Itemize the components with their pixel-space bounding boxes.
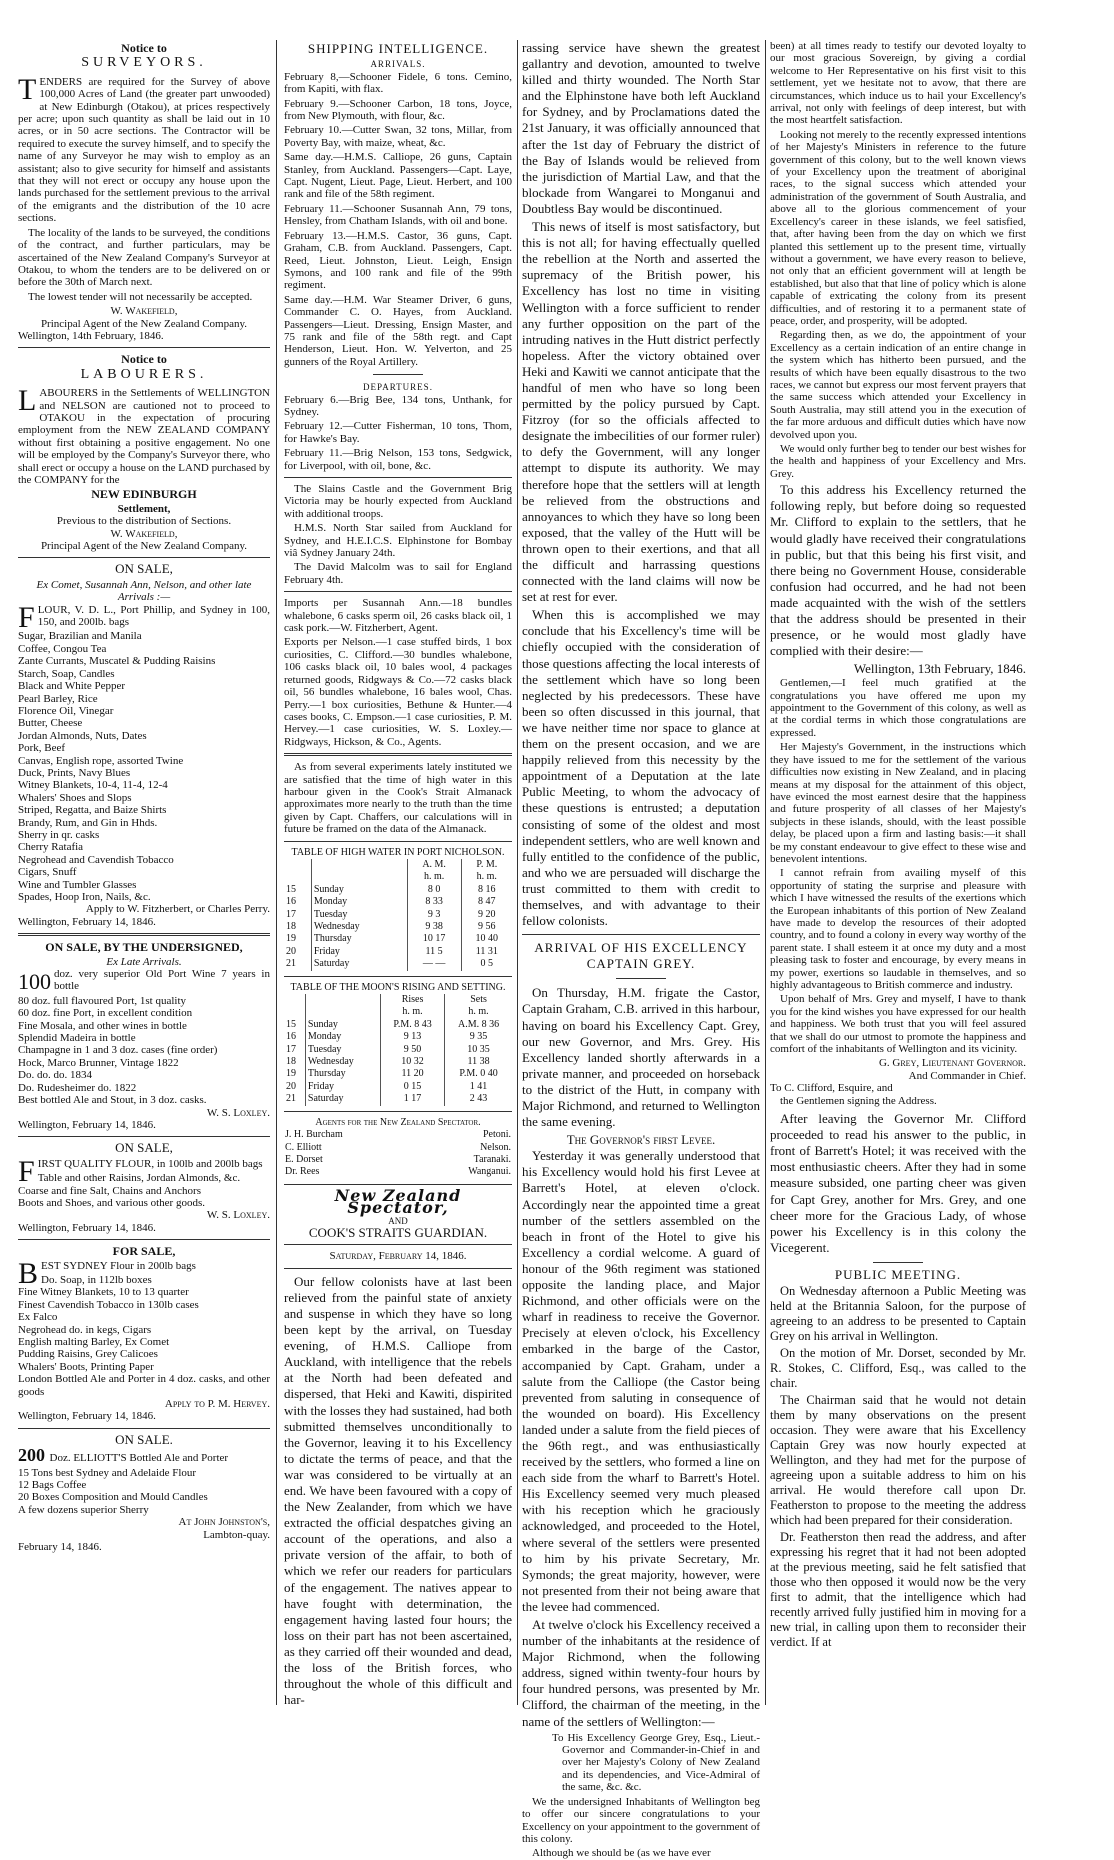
list-item: Negrohead do. in kegs, Cigars <box>18 1323 152 1336</box>
table-cell: 9 56 <box>461 921 512 933</box>
quantity-number: 200 <box>18 1445 50 1466</box>
table-cell: 10 40 <box>461 933 512 945</box>
table-cell: E. Dorset <box>285 1153 323 1165</box>
divider <box>284 976 512 977</box>
list-item: Negrohead and Cavendish Tobacco <box>18 853 174 866</box>
table-cell: Tuesday <box>305 1044 380 1056</box>
divider <box>616 978 666 979</box>
table-cell: 16 <box>286 896 296 908</box>
table-cell: Taranaki. <box>473 1153 511 1165</box>
table-cell: 16 <box>286 1031 296 1043</box>
divider <box>18 557 270 558</box>
ad-title: ON SALE, BY THE UNDERSIGNED, <box>45 940 243 955</box>
list-item: 15 Tons best Sydney and Adelaide Flour <box>18 1466 197 1479</box>
table-cell: 8 0 <box>407 884 461 896</box>
paragraph: Looking not merely to the recently expressed intentions of her Majesty's Ministers in reference to the future government of this colony, but to the well known views of your Excellency upon the treatment of aboriginal races, to the signal success which attended your administration of the government of South Australia, and above all to the glorious commencement of your Excellency's career in these islands, we feel satisfied, that, after having been from the day on which we first planted this settlement up to the present time, virtually without a government, we have every reason to believe, not only that an efficient government will at length be established, but also that that line of policy which is alone capable of extricating the colony from its present difficulties, and of restoring it to a permanent state of peace, order, and prosperity, will be adopted. <box>770 128 1026 327</box>
list-item: Witney Blankets, 10-4, 11-4, 12-4 <box>18 779 168 792</box>
dateline: February 14, 1846. <box>18 1541 102 1554</box>
paragraph: On the motion of Mr. Dorset, seconded by Mr. R. Stokes, C. Clifford, Esq., was called to the chair. <box>770 1346 1026 1391</box>
list-item: Champagne in 1 and 3 doz. cases (fine order) <box>18 1044 218 1057</box>
table-cell: P.M. 0 40 <box>445 1068 512 1080</box>
paragraph: FLOUR, V. D. L., Port Phillip, and Sydney in 100, 150, and 200lb. bags <box>18 600 270 634</box>
subheading: NEW EDINBURGH <box>91 487 197 502</box>
table-cell: Thursday <box>311 933 407 945</box>
table-cell: 15 <box>286 1018 296 1030</box>
list-item: Finest Cavendish Tobacco in 130lb cases <box>18 1298 199 1311</box>
table-cell <box>305 994 380 1006</box>
paragraph: After leaving the Governor Mr. Clifford proceeded to read his answer to the public, in front of Barrett's Hotel; it was received with the most enthusiastic cheers. After they had in some measure subsided, one parting cheer was given for Capt Grey, another for Mrs. Grey, and one cheer more for the Gracious Lady, of whose power his Excellency is in this colony the Vicegerent. <box>770 1111 1026 1255</box>
paragraph: BEST SYDNEY Flour in 200lb bags <box>18 1256 196 1290</box>
ad-title: ON SALE. <box>115 1431 173 1447</box>
table-row <box>284 958 512 970</box>
table-cell: Saturday <box>311 958 407 970</box>
signature: At John Johnston's, <box>178 1516 270 1529</box>
table-cell: 21 <box>286 958 296 970</box>
list-item: Butter, Cheese <box>18 717 83 730</box>
text-line: Previous to the distribution of Sections. <box>56 515 232 528</box>
paragraph: I cannot refrain from availing myself of this opportunity of stating the surprise and pleasure with which I have witnessed the results of the exertions which the European inhabitants of this portion of New Zealand have made to develop the resources of their adopted country, and to found a colony in every way worthy of the parent state. I shall esteem it at once my duty and a most pleasing task to foster and encourage, by every means in my power, exertions so laudable in themselves, and so highly advantageous to British commerce and industry. <box>770 867 1026 991</box>
list-item: Black and White Pepper <box>18 680 126 693</box>
table-cell: 9 38 <box>407 921 461 933</box>
table-cell: 19 <box>286 933 296 945</box>
shipping-notes <box>284 483 512 586</box>
paragraph: TENDERS are required for the Survey of above 100,000 Acres of Land (the greater part unwooded) at New Edinburgh (Otakou), at prices respectively per acre; upon such quantity as shall be laid out in 10 acres, or in 50 acre sections. The Contractor will be required to execute the survey himself, and to specify the name of any Surveyor he may wish to employ as an assistant; also to give security for himself and assistants that they will not erect or occupy any house upon the lands purchased for the settlement previous to the arrival of the emigrants and the distribution of the 10 acre sections. <box>18 72 270 225</box>
list-item: Coarse and fine Salt, Chains and Anchors <box>18 1184 201 1197</box>
list-item: Do. do. do. 1834 <box>18 1069 92 1082</box>
newspaper-page <box>10 10 1104 1860</box>
signature-title: And Commander in Chief. <box>908 1069 1026 1082</box>
drop-cap: T <box>18 72 37 106</box>
table-row <box>284 1081 512 1093</box>
table-cell: P.M. 8 43 <box>381 1019 445 1031</box>
moon-table <box>284 994 512 1106</box>
list-item: London Bottled Ale and Porter in 4 doz. casks, and other goods <box>18 1373 270 1398</box>
divider <box>284 1184 512 1185</box>
list-item: Table and other Raisins, Jordan Almonds, &c. <box>37 1172 241 1185</box>
list-item: Fine Mosala, and other wines in bottle <box>18 1019 187 1032</box>
list-item: Coffee, Congou Tea <box>18 642 107 655</box>
list-item: A few dozens superior Sherry <box>18 1503 149 1516</box>
list-item: Hock, Marco Brunner, Vintage 1822 <box>18 1056 179 1069</box>
list-item: Jordan Almonds, Nuts, Dates <box>18 729 147 742</box>
table-cell <box>311 859 407 871</box>
table-cell: 0 5 <box>461 958 512 970</box>
list-item: Duck, Prints, Navy Blues <box>18 766 131 779</box>
paragraph: LABOURERS in the Settlements of WELLINGTON and NELSON are cautioned not to proceed to OTAKOU in the expectation of procuring employment from the NEW ZEALAND COMPANY without first obtaining a positive engagement. No one will be employed by the Company's Surveyor there, who shall erect or occupy a house on the LAND purchased by the COMPANY for the <box>18 384 270 486</box>
addressee: To C. Clifford, Esquire, and <box>770 1082 893 1095</box>
signature-title: Principal Agent of the New Zealand Company. <box>40 540 248 553</box>
table-cell: Sunday <box>311 884 407 896</box>
ad-title: ON SALE, <box>115 1140 173 1156</box>
shipping-entry: February 11.—Brig Nelson, 153 tons, Sedgwick, for Liverpool, with oil, bone, &c. <box>284 447 512 472</box>
table-cell: 8 16 <box>461 884 512 896</box>
subsection-title: ARRIVALS. <box>370 59 426 70</box>
paragraph: 100 doz. very superior Old Port Wine 7 years in bottle <box>18 968 270 995</box>
paragraph: On Thursday, H.M. frigate the Castor, Captain Graham, C.B. arrived in this harbour, having on board his Excellency Capt. Grey, our new Governor, and Mrs. Grey. His Excellency landed shortly afterwards in a private manner, and proceeded on horseback to the district of the Hutt, in company with Major Richmond, and returned to Wellington the same evening. <box>522 985 760 1130</box>
apply-line: Apply to W. Fitzherbert, or Charles Perry. <box>85 903 270 916</box>
table-cell: 2 43 <box>445 1093 512 1105</box>
paragraph: When this is accomplished we may conclude that his Excellency's time will be chiefly occupied with the consideration of those questions affecting the local interests of the settlement which have so long been neglected by his predecessors. These have been so often discussed in this journal, that we have neither time nor space to glance at them on the present occasion, and we are happily relieved from this necessity by the appointment of a Deputation at the late Public Meeting, to whom the advocacy of these questions is entrusted; a deputation consisting of some of the oldest and most independent settlers, who are well known and fully entitled to the confidence of the public, and who we are persuaded will discharge the trust committed to them with credit to themselves, and with advantage to their fellow colonists. <box>522 607 760 929</box>
table-header-row <box>284 994 512 1006</box>
paragraph: Upon behalf of Mrs. Grey and myself, I have to thank you for the kind wishes you have expressed for our health and happiness. We both trust that you will feel assured that we shall do our utmost to promote the happiness and comfort of the inhabitants of Wellington and its vicinity. <box>770 993 1026 1056</box>
list-item: Starch, Soap, Candles <box>18 667 115 680</box>
table-cell: Tuesday <box>311 909 407 921</box>
table-cell: Friday <box>311 946 407 958</box>
table-cell: h. m. <box>445 1006 512 1018</box>
shipping-entry: February 10.—Cutter Swan, 32 tons, Millar, from Poverty Bay, with maize, wheat, &c. <box>284 124 512 149</box>
notice-heading: LABOURERS. <box>80 366 208 382</box>
divider <box>18 347 270 348</box>
item-list <box>18 1467 270 1517</box>
table-cell: 9 50 <box>381 1044 445 1056</box>
divider <box>18 933 270 936</box>
subsection-title: DEPARTURES. <box>363 382 433 393</box>
table-cell <box>284 859 311 871</box>
shipping-entry: February 8,—Schooner Fidele, 6 tons. Cemino, from Kapiti, with flax. <box>284 70 512 96</box>
list-item: 60 doz. fine Port, in excellent condition <box>18 1007 193 1020</box>
table-row <box>284 1068 512 1080</box>
divider <box>284 591 512 592</box>
table-cell: h. m. <box>381 1006 445 1018</box>
shipping-entry: Same day.—H.M.S. Calliope, 26 guns, Captain Stanley, from Auckland. Passengers—Capt. Laye, Capt. Nugent, Lieut. Page, Lieut. Herbert, and 100 rank and file of the 58th regiment. <box>284 151 512 201</box>
ad-title: FOR SALE, <box>112 1244 176 1259</box>
paragraph: The locality of the lands to be surveyed, the conditions of the contract, and further particulars, may be ascertained of the New Zealand Company's Surveyor at Otakou, to whom the tenders are to be delivered on or before the 30th of March next. <box>18 226 270 289</box>
ad-subtitle: Ex Comet, Susannah Ann, Nelson, and other late Arrivals :— <box>36 578 252 604</box>
table-cell: 8 47 <box>461 896 512 908</box>
ad-subtitle: Ex Late Arrivals. <box>106 955 182 968</box>
table-cell: 11 5 <box>407 946 461 958</box>
paragraph: Regarding then, as we do, the appointment of your Excellency as a certain indication of an entire change in the system which has hitherto been pursued, and the results of which have been equally disastrous to the two races, we cannot but express our most fervent prayers that the same success which attended your Excellency in South Australia, may still attend you in the execution of the far more arduous and difficult duties which have now devolved upon you. <box>770 329 1026 441</box>
column-3 <box>522 40 760 1860</box>
table-row <box>284 933 512 945</box>
table-header-row <box>284 1006 512 1018</box>
list-item: Wine and Tumbler Glasses <box>18 878 137 891</box>
list-item: Striped, Regatta, and Baize Shirts <box>18 804 167 817</box>
drop-cap: B <box>18 1256 39 1290</box>
table-cell: 9 13 <box>381 1031 445 1043</box>
divider <box>873 1262 923 1263</box>
signature: W. Wakefield, <box>110 305 178 318</box>
table-row <box>284 1093 512 1105</box>
table-cell: 20 <box>286 945 296 957</box>
list-item: Pudding Raisins, Grey Calicoes <box>18 1348 158 1361</box>
paragraph: 200 Doz. ELLIOTT'S Bottled Ale and Porter <box>18 1445 229 1466</box>
paragraph: Her Majesty's Government, in the instructions which they have issued to me for the settlement of the various difficulties now existing in New Zealand, and in placing means at my disposal for the attainment of this object, have evinced the most earnest desire that the happiness and future prosperity of all classes of her Majesty's subjects in these islands, should, with the least possible delay, be placed upon a firm and lasting basis:—it shall be my constant endeavour to give effect to these wise and benevolent intentions. <box>770 741 1026 865</box>
dateline: Wellington, February 14, 1846. <box>18 1118 156 1131</box>
dateline: Wellington, 13th February, 1846. <box>853 661 1026 677</box>
table-cell: Sets <box>445 994 512 1006</box>
section-title: ARRIVAL OF HIS EXCELLENCY CAPTAIN GREY. <box>534 940 748 972</box>
paragraph: Yesterday it was generally understood that his Excellency would hold his first Levee at Barrett's Hotel, at eleven o'clock. Accordingly near the appointed time a great number of the settlers assembled on the beach in front of the Hotel to give his Excellency a cordial welcome. A guard of honour of the 96th regiment was stationed opposite the landing place, and Major Richmond, and other officials were on the wharf in readiness to receive the Governor. Precisely at eleven o'clock, his Excellency embarked in the barge of the Castor, accompanied by Capt. Graham, under a salute from the Calliope (the Castor being prevented from saluting in consequence of the wounded on board). His Excellency landed under a salute from the field pieces of the 96th regt., and was enthusiastically received by the settlers, who formed a line on each side from the wharf to Barrett's Hotel. His Excellency seemed very much pleased with his reception which he graciously acknowledged, and proceeded to the Hotel, where several of the settlers were presented to him by his private Secretary, Mr. Symonds; the great majority, however, were not presented from their not being aware that the levee had commenced. <box>522 1148 760 1614</box>
shipping-entry: February 13.—H.M.S. Castor, 36 guns, Capt. Graham, C.B. from Auckland. Passengers, Capt. Reed, Lieut. Johnston, Lieut. Leigh, Ensign Symons, and 100 rank and file of the 99th regiment. <box>284 229 512 292</box>
dateline: Wellington, February 14, 1846. <box>18 1221 156 1234</box>
drop-cap: L <box>18 384 37 418</box>
list-item: Splendid Madeira in bottle <box>18 1032 136 1045</box>
list-item: Do. Soap, in 112lb boxes <box>41 1273 152 1286</box>
shipping-entry: February 6.—Brig Bee, 134 tons, Unthank, for Sydney. <box>284 393 512 418</box>
divider <box>18 1136 270 1137</box>
apply-line: Apply to P. M. Hervey. <box>164 1398 270 1411</box>
table-cell: Friday <box>305 1081 380 1093</box>
table-cell: 17 <box>286 908 296 920</box>
table-cell: Dr. Rees <box>285 1166 320 1178</box>
paragraph: To this address his Excellency returned the following reply, but before doing so requested Mr. Clifford to explain to the settlers, that he would gladly have received their congratulations in public, but that this being his first visit, and there being no Government House, considerable confusion had occurred, and he had not been made acquainted with the wish of the settlers that the address should be presented in their presence, or he would most gladly have complied with their desire:— <box>770 482 1026 659</box>
paragraph: On Wednesday afternoon a Public Meeting was held at the Britannia Saloon, for the purpose of agreeing to an address to be presented to Captain Grey on his arrival in Wellington. <box>770 1284 1026 1344</box>
notice-title: Notice to <box>121 352 167 367</box>
list-item: Sugar, Brazilian and Manila <box>18 630 142 643</box>
table-row <box>284 896 512 908</box>
table-row <box>284 884 512 896</box>
list-item: Zante Currants, Muscatel & Pudding Raisins <box>18 655 216 668</box>
signature: W. Wakefield, <box>110 527 178 540</box>
paragraph: The lowest tender will not necessarily be accepted. <box>28 290 253 303</box>
table-row <box>284 946 512 958</box>
item-list <box>18 630 270 903</box>
notice-heading: SURVEYORS. <box>81 55 207 71</box>
exports-paragraph: Exports per Nelson.—1 case stuffed birds, 1 box curiosities, C. Clifford.—30 bundles whalebone, 106 casks black oil, 10 bales wool, 4 packages returned goods, Ridgways & Co.—72 casks black oil, 56 bundles whalebone, 16 bales wool, Chas. Perry.—1 box curiosities, Bethune & Hunter.—4 cases books, C. Empson.—1 case curiosities, P. M. Hervey.—1 case curiosities, W. S. Loxley.—Ridgways, Hickson, & Co., Agents. <box>284 636 512 748</box>
paragraph: This news of itself is most satisfactory, but this is not all; for having effectually quelled the rebellion at the North and asserted the supremacy of the British power, his Excellency has lost no time in visiting Wellington with a force sufficient to render any further opposition on the part of the intruding natives in the Hutt district perfectly hopeless. After the victory obtained over Heki and Kawiti we cannot anticipate that the handful of men who have so long been permitted by the policy pursued by Capt. Fitzroy (for so the officials affected to designate the imbecilities of our former ruler) to defy the Government, will any longer attempt to dispute its authority. We may therefore hope that the settlers will at length be relieved from the obstructions and annoyances to which they have so long been exposed, that the valley of the Hutt will be thrown open to their exertions, and that all the difficult and harrassing questions connected with the land claims will now be set at rest for ever. <box>522 219 760 605</box>
list-item: Fine Witney Blankets, 10 to 13 quarter <box>18 1286 189 1299</box>
table-cell: 10 32 <box>381 1056 445 1068</box>
list-item: Whalers' Shoes and Slops <box>18 791 132 804</box>
agent-row <box>284 1129 512 1141</box>
divider <box>284 841 512 842</box>
masthead-date: Saturday, February 14, 1846. <box>329 1250 467 1263</box>
list-item: Pearl Barley, Rice <box>18 692 98 705</box>
agent-row <box>284 1154 512 1166</box>
editorial-paragraph: Our fellow colonists have at last been relieved from the painful state of anxiety and suspense in which they have so long been kept by the arrival, on Tuesday evening, of H.M.S. Calliope from Auckland, with intelligence that the rebels at the North had been defeated and dispersed, that Heki and Kawiti, dispirited with the losses they had sustained, had both submitted themselves unconditionally to the Governor, leaving it to his Excellency to dictate the terms of peace, and that the war was considered to be virtually at an end. We have been favoured with a copy of the New Zealander, from which we have extracted the official despatches giving an account of the operations, and also a private version of the affair, to both of which we refer our readers for particulars of the engagement. The natives appear to have fought with determination, the engagement having lasted four hours; the loss on their part has not been ascertained, as they carried off their wounded and dead, the loss of the British forces, who throughout the whole of this difficult and har- <box>284 1273 512 1708</box>
divider <box>284 753 512 756</box>
table-cell: 11 31 <box>461 946 512 958</box>
list-item: Spades, Hoop Iron, Nails, &c. <box>18 891 151 903</box>
signature-title: Principal Agent of the New Zealand Company. <box>40 317 248 330</box>
table-cell: Rises <box>381 994 445 1006</box>
list-item: Do. Rudesheimer do. 1822 <box>18 1081 137 1094</box>
table-cell: 9 35 <box>445 1031 512 1043</box>
list-item: Sherry in qr. casks <box>18 828 100 841</box>
shipping-entry: The Slains Castle and the Government Brig Victoria may be hourly expected from Auckland with additional troops. <box>284 483 512 520</box>
table-row <box>284 909 512 921</box>
table-cell: 18 <box>286 921 296 932</box>
shipping-entry: H.M.S. North Star sailed from Auckland for Sydney, and H.E.I.C.S. Elphinstone for Bombay viâ Sydney January 24th. <box>284 522 512 560</box>
shipping-entry: February 12.—Cutter Fisherman, 10 tons, Thom, for Hawke's Bay. <box>284 420 512 445</box>
table-cell: 9 3 <box>407 909 461 921</box>
paragraph: At twelve o'clock his Excellency received a number of the inhabitants at the residence of Major Richmond, when the following address, signed within twenty-four hours by four hundred persons, was presented by Mr. Clifford, the chairman of the meeting, in the name of the settlers of Wellington:— <box>522 1617 760 1729</box>
drop-cap: F <box>18 1154 35 1188</box>
shipping-entry: The David Malcolm was to sail for England February 4th. <box>284 561 512 586</box>
table-cell: Petoni. <box>482 1129 511 1141</box>
table-row <box>284 1044 512 1056</box>
table-cell: Saturday <box>305 1093 380 1105</box>
list-item: Pork, Beef <box>18 742 66 755</box>
table-cell: A. M. <box>407 859 461 871</box>
column-rule <box>765 40 766 1705</box>
drop-cap: F <box>18 600 35 634</box>
table-cell: Thursday <box>305 1068 380 1080</box>
paragraph: been) at all times ready to testify our devoted loyalty to our most gracious Sovereign, by giving a cordial welcome to Her Representative on his first visit to this settlement, yet we hesitate not to avow, that there are circumstances, which induce us to hail your Excellency's arrival, not only with feelings of deep interest, but with the most heartfelt satisfaction. <box>770 40 1026 127</box>
address-salutation: To His Excellency George Grey, Esq., Lieut.-Governor and Commander-in-Chief in and over her Majesty's Colony of New Zealand and its dependencies, and Vice-Admiral of the same, &c. &c. <box>552 1731 760 1794</box>
table-cell: 20 <box>286 1080 296 1092</box>
table-cell <box>311 871 407 883</box>
divider <box>284 1244 512 1245</box>
table-cell: 18 <box>286 1056 296 1068</box>
subheading: The Governor's first Levee. <box>566 1132 716 1148</box>
table-row <box>284 1056 512 1068</box>
table-cell: Sunday <box>305 1019 380 1031</box>
paragraph: Gentlemen,—I feel much gratified at the congratulations you have offered me upon my appointment to the Government of this colony, as well as at the cordial terms in which those congratulations are expressed. <box>770 677 1026 739</box>
signature-address: Lambton-quay. <box>203 1528 270 1541</box>
masthead-title: New Zealand Spectator, <box>334 1185 462 1218</box>
dateline: Wellington, February 14, 1846. <box>18 1410 156 1423</box>
table-cell: 10 35 <box>445 1044 512 1056</box>
dateline: Wellington, February 14, 1846. <box>18 915 156 928</box>
item-list <box>18 995 270 1107</box>
table-cell: 1 17 <box>381 1093 445 1105</box>
table-cell: 17 <box>286 1043 296 1055</box>
table-cell: h. m. <box>407 871 461 883</box>
divider <box>284 477 512 478</box>
paragraph: Although we should be (as we have ever <box>532 1847 711 1860</box>
table-cell: Monday <box>311 896 407 908</box>
agent-row <box>284 1142 512 1154</box>
arrivals-list <box>284 71 512 368</box>
addressee: the Gentlemen signing the Address. <box>780 1094 937 1107</box>
table-cell <box>284 994 305 1006</box>
table-row <box>284 921 512 933</box>
table-header-row <box>284 871 512 883</box>
divider <box>373 374 423 375</box>
signature: W. S. Loxley. <box>206 1106 270 1119</box>
table-cell: C. Elliott <box>285 1141 322 1153</box>
list-item: 80 doz. full flavoured Port, 1st quality <box>18 994 187 1007</box>
list-item: Boots and Shoes, and various other goods. <box>18 1196 205 1209</box>
table-header-row <box>284 859 512 871</box>
list-item: Brandy, Rum, and Gin in Hhds. <box>18 816 158 829</box>
list-item: 20 Boxes Composition and Mould Candles <box>18 1491 208 1504</box>
notice-title: Notice to <box>121 41 167 55</box>
drop-cap: 100 <box>18 969 51 995</box>
column-1 <box>18 40 270 1705</box>
table-cell <box>284 871 311 883</box>
column-rule <box>517 40 518 1705</box>
paragraph: rassing service have shewn the greatest gallantry and devotion, amounted to twelve killed and thirty wounded. The North Star and the Elphinstone have both left Auckland for Sydney, and by Proclamations dated the 21st January, it was officially announced that after the 1st day of February the district of the Bay of Islands would be relieved from the jurisdiction of Martial Law, and that the blockade from Wangarei to Monganui and Doubtless Bay would be discontinued. <box>522 40 760 216</box>
paragraph: We would only further beg to tender our best wishes for the health and happiness of your Excellency and Mrs. Grey. <box>770 443 1026 480</box>
column-4 <box>770 40 1026 1705</box>
table-cell: A.M. 8 36 <box>445 1019 512 1031</box>
table-cell: P. M. <box>461 859 512 871</box>
table-cell: J. H. Burcham <box>285 1129 343 1141</box>
ad-title: ON SALE, <box>115 561 173 577</box>
divider <box>522 934 760 935</box>
agents-table <box>284 1129 512 1179</box>
table-cell: 9 20 <box>461 909 512 921</box>
divider <box>18 1428 270 1429</box>
list-item: Ex Falco <box>18 1311 58 1324</box>
signature: G. Grey, Lieutenant Governor. <box>878 1057 1026 1070</box>
table-title: TABLE OF THE MOON'S RISING AND SETTING. <box>290 981 506 993</box>
paragraph: As from several experiments lately instituted we are satisfied that the time of high water in this harbour given in the Cook's Strait Almanack approximates more nearly to the truth than the time given by Capt. Chaffers, our calculations will in future be framed on the data of the Almanack. <box>284 761 512 836</box>
divider <box>284 1111 512 1112</box>
table-cell <box>284 1006 305 1018</box>
item-list <box>18 1274 270 1398</box>
dateline: Wellington, 14th February, 1846. <box>18 329 164 342</box>
table-cell: 0 15 <box>381 1081 445 1093</box>
column-2 <box>284 40 512 1708</box>
table-cell: 8 33 <box>407 896 461 908</box>
table-cell: Nelson. <box>480 1141 511 1153</box>
table-cell: Wednesday <box>305 1056 380 1068</box>
table-cell: h. m. <box>461 871 512 883</box>
divider <box>284 1268 512 1269</box>
section-title: SHIPPING INTELLIGENCE. <box>307 41 489 56</box>
paragraph: We the undersigned Inhabitants of Wellington beg to offer our sincere congratulations to your Excellency on your appointment to the government of this colony. <box>522 1795 760 1845</box>
table-cell: Monday <box>305 1031 380 1043</box>
shipping-entry: Same day.—H.M. War Steamer Driver, 6 guns, Commander C. O. Hayes, from Auckland. Passengers—Lieut. Dressing, Ensign Master, and 75 rank and file of the 58th regt. and Capt Henderson, Lieut. Hon. W. Yelverton, and 25 gunners of the Royal Artillery. <box>284 293 512 368</box>
table-cell: 11 20 <box>381 1068 445 1080</box>
list-item: Florence Oil, Vinegar <box>18 704 114 717</box>
shipping-entry: February 11.—Schooner Susannah Ann, 79 tons, Hensley, from Chatham Islands, with oil and bone. <box>284 202 512 228</box>
table-title: TABLE OF HIGH WATER IN PORT NICHOLSON. <box>291 846 505 858</box>
table-cell: 15 <box>286 883 296 895</box>
table-cell: 11 38 <box>445 1056 512 1068</box>
table-cell <box>305 1006 380 1018</box>
list-item: Whalers' Boots, Printing Paper <box>18 1360 154 1373</box>
masthead-and: AND <box>388 1215 408 1226</box>
subheading: Settlement, <box>117 502 171 515</box>
table-cell: Wednesday <box>311 921 407 933</box>
table-cell: Wanganui. <box>468 1166 511 1178</box>
list-item: 12 Bags Coffee <box>18 1479 87 1492</box>
masthead-subtitle: COOK'S STRAITS GUARDIAN. <box>308 1224 488 1240</box>
high-water-table <box>284 859 512 971</box>
divider <box>18 1239 270 1240</box>
table-cell: — — <box>407 958 461 970</box>
departures-list <box>284 394 512 472</box>
table-row <box>284 1019 512 1031</box>
paragraph: FIRST QUALITY FLOUR, in 100lb and 200lb bags <box>18 1154 263 1188</box>
paragraph: Dr. Featherston then read the address, and after expressing his regret that it had not been adopted at the previous meeting, said he felt satisfied that those who then opposed it would now be the very first to admit, that the intelligence which had recently arrived fully justified him in moving for a new trial, in calling upon them to reconsider their verdict. If at <box>770 1530 1026 1650</box>
paragraph: The Chairman said that he would not detain them by many observations on the present occasion. They were aware that his Excellency Captain Grey was now hourly expected at Wellington, and they had met for the purpose of agreeing upon a suitable address to him on his arrival. He would therefore call upon Dr. Featherston to propose to the meeting the address which had been prepared for their consideration. <box>770 1393 1026 1528</box>
column-rule <box>276 40 277 1705</box>
shipping-entry: February 9.—Schooner Carbon, 18 tons, Joyce, from New Plymouth, with flour, &c. <box>284 97 512 123</box>
table-row <box>284 1031 512 1043</box>
list-item: Cigars, Snuff <box>18 866 77 879</box>
list-item: English malting Barley, Ex Comet <box>18 1336 170 1348</box>
list-item: Cherry Ratafia <box>18 841 84 854</box>
agent-row <box>284 1166 512 1178</box>
item-list <box>18 1172 270 1209</box>
agents-title: Agents for the New Zealand Spectator. <box>315 1116 481 1128</box>
list-item: Canvas, English rope, assorted Twine <box>18 754 184 767</box>
table-cell: 10 17 <box>407 933 461 945</box>
signature: W. S. Loxley. <box>206 1209 270 1222</box>
table-cell: 19 <box>286 1068 296 1080</box>
section-title: PUBLIC MEETING. <box>834 1266 962 1282</box>
imports-paragraph: Imports per Susannah Ann.—18 bundles whalebone, 6 casks sperm oil, 26 casks black oil, 1 cask pork.—W. Fitzherbert, Agent. <box>284 597 512 635</box>
table-cell: 1 41 <box>445 1081 512 1093</box>
list-item: Best bottled Ale and Stout, in 3 doz. casks. <box>18 1094 207 1107</box>
table-cell: 21 <box>286 1093 296 1105</box>
